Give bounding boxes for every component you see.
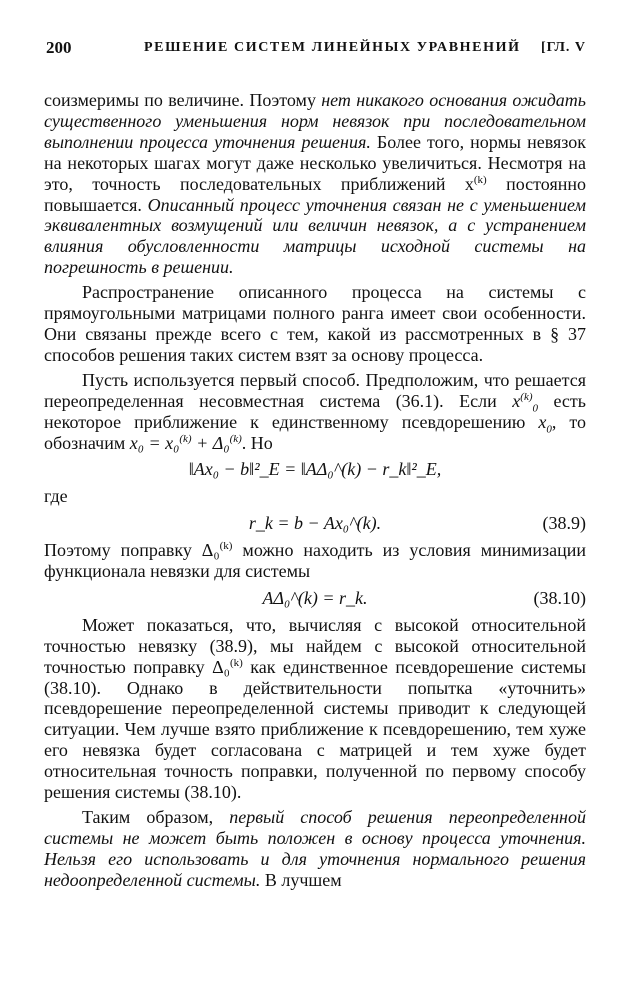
- italic-run: нет никакого основания ожидать существенного уменьшения норм невязок при последовательном выполнении процесса уточнения решения.: [44, 90, 586, 152]
- formula-norm-identity: ‖Ax₀ − b‖²_E = ‖AΔ₀^(k) − r_k‖²_E,: [188, 459, 442, 480]
- text-run: соизмеримы по величине. Поэтому: [44, 90, 322, 110]
- formula-38-9: [44, 513, 586, 534]
- paragraph-1: [44, 90, 586, 278]
- equation-number: (38.9): [542, 513, 586, 534]
- superscript: (k): [473, 173, 487, 186]
- text-run: , то обозначим: [44, 411, 586, 453]
- text-run: как единственное псевдорешение системы (38.10). Однако в действительности попытка «уточнить» псевдорешение переопределенной системы приводит к следующей ситуации. Чем лучше взято приближение к псевдорешению, тем хуже его невязка будет согласована с матрицей и тем хуже будет относительная точность поправки, полученной по первому способу решения системы (38.10).: [44, 656, 586, 803]
- text-run: Более того, нормы невязок на некоторых шагах могут даже несколько увеличиться. Несмотря на это, точность последовательных приближений x: [44, 131, 586, 194]
- text-run: Поэтому поправку Δ₀: [44, 540, 220, 561]
- text-run: Пусть используется первый способ. Предположим, что решается переопределенная несовместная система (36.1). Если: [44, 369, 586, 411]
- paragraph-3: [44, 370, 586, 454]
- math-x0: $x_0$: [538, 411, 552, 436]
- math-definition: x₀ = x₀$^{(k)}$ + Δ₀$^{(k)}$: [129, 432, 242, 453]
- formula-text: r_k = b − Ax₀^(k).: [248, 513, 382, 534]
- text-run: Может показаться, что, вычисляя с высокой относительной точностью невязку (38.9), мы найдем с высокой относительной точностью поправку Δ₀: [44, 614, 586, 677]
- running-title: РЕШЕНИЕ СИСТЕМ ЛИНЕЙНЫХ УРАВНЕНИЙ: [144, 40, 521, 55]
- math-x0k: $x^{(k)}_0$: [512, 390, 538, 415]
- chapter-marker: [ГЛ. V: [541, 40, 586, 55]
- text-run: постоянно повышается.: [44, 173, 586, 215]
- paragraph-5: [44, 615, 586, 803]
- word-where: где: [44, 486, 68, 507]
- text-run: можно находить из условия минимизации функционала невязки для системы: [44, 540, 587, 582]
- paragraph-4: [44, 540, 586, 582]
- text-run: В лучшем: [260, 869, 342, 890]
- formula-text: AΔ₀^(k) = r_k.: [262, 587, 368, 608]
- text-run: Таким образом,: [82, 807, 230, 827]
- superscript: (k): [229, 656, 243, 669]
- superscript: (k): [219, 540, 233, 553]
- running-header: [44, 38, 586, 64]
- text-run: . Но: [241, 432, 273, 453]
- paragraph-6: [44, 807, 586, 891]
- text-run: есть некоторое приближение к единственному псевдорешению: [44, 390, 586, 432]
- formula-38-10: [44, 588, 586, 609]
- paragraph-2: [44, 282, 586, 366]
- page-number: 200: [46, 38, 72, 57]
- equation-number: (38.10): [533, 587, 586, 608]
- italic-run: Описанный процесс уточнения связан не с уменьшением эквивалентных возмущений или величин невязок, а с устранением влияния обусловленности матрицы исходной системы на погрешность в решении.: [44, 194, 587, 278]
- page-body: [44, 90, 586, 891]
- italic-run: первый способ решения переопределенной системы не может быть положен в основу процесса уточнения. Нельзя его использовать и для уточнения нормального решения недоопределенной системы.: [44, 807, 586, 890]
- text-run: Распространение описанного процесса на системы с прямоугольными матрицами полного ранга имеет свои особенности. Они связаны прежде всего с тем, какой из рассмотренных в § 37 способов решения таких систем взят за основу процесса.: [44, 282, 586, 365]
